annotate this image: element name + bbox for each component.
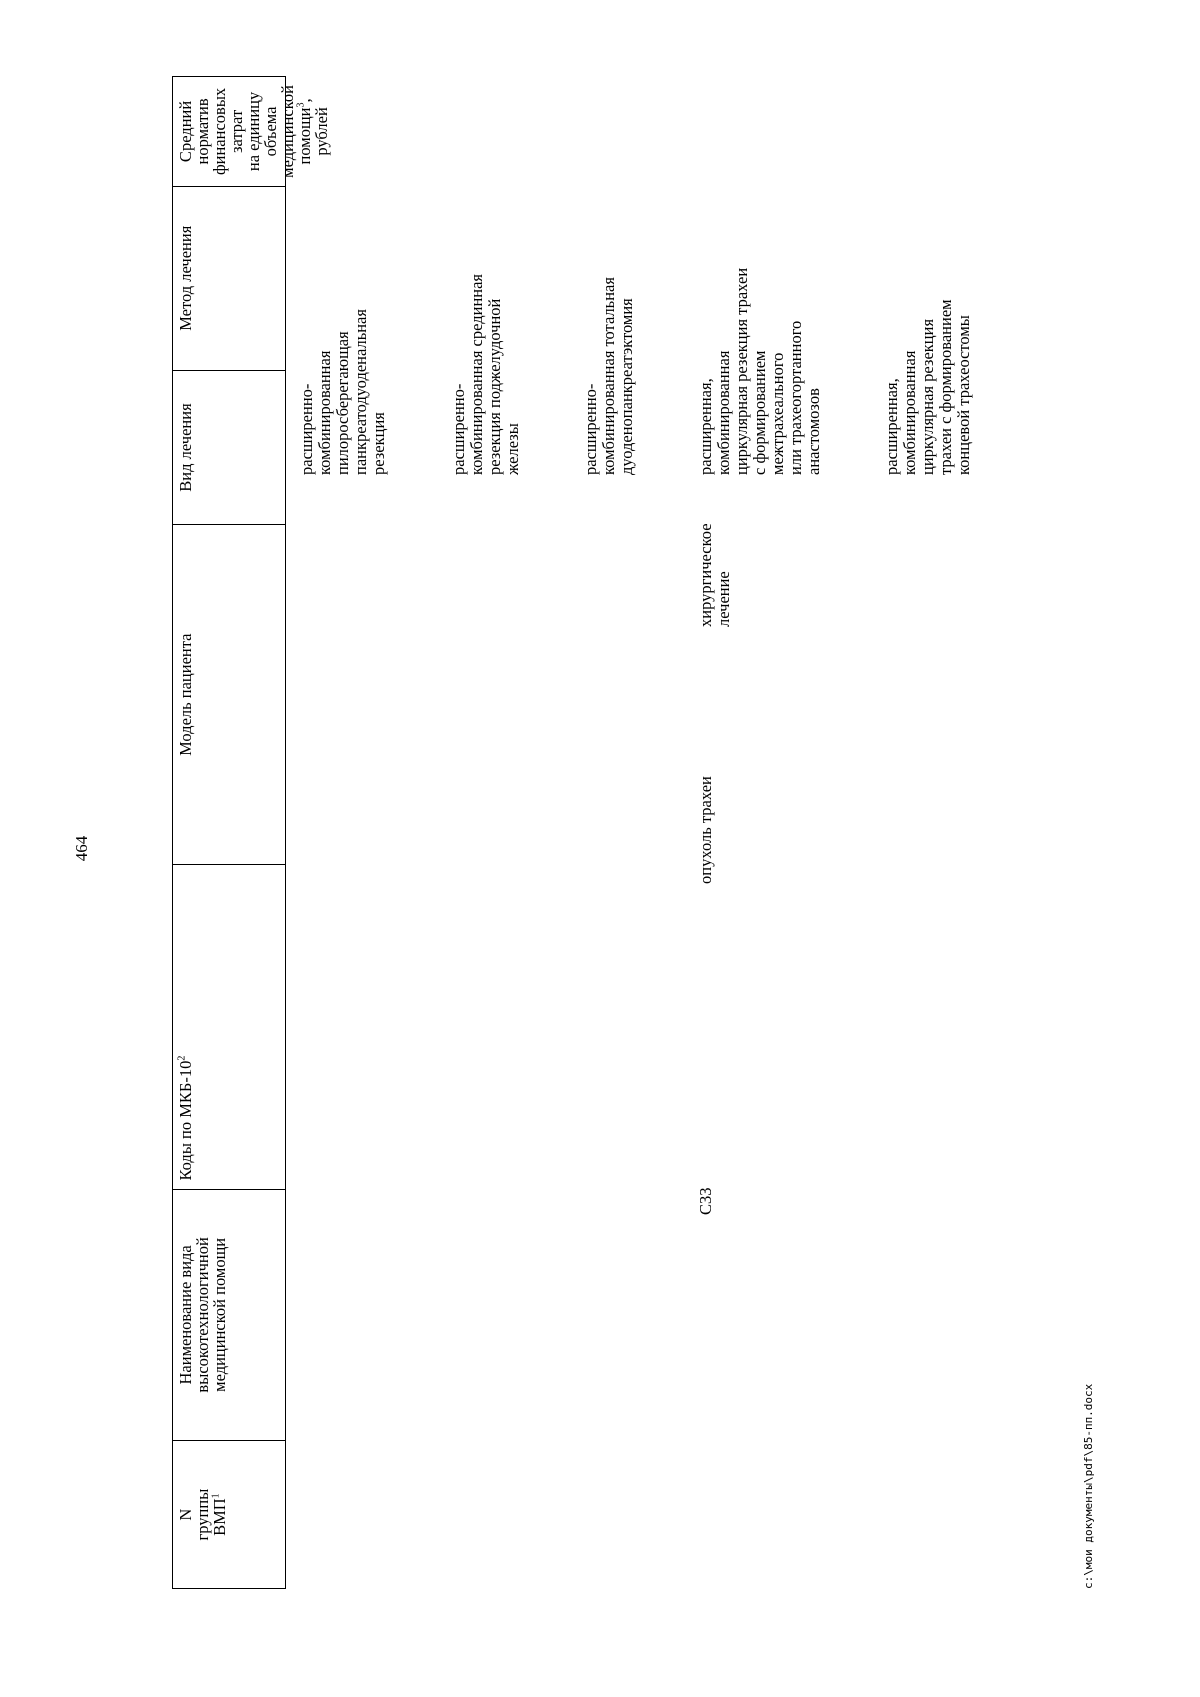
footer-file-path: c:\мои документы\pdf\85-пп.docx <box>1082 1383 1095 1589</box>
method-cell: расширенно- комбинированная тотальная дуоденопанкреатэктомия <box>581 277 636 475</box>
header-patient-model: Модель пациента <box>173 524 285 864</box>
header-average-cost: Средний норматив финансовых затрат на единицу объема медицинской помощи$^3$, рублей <box>176 85 331 178</box>
method-cell: расширенная, комбинированная циркулярная резекция трахеи с формированием межтрахеального или трахеогортанного анастомозов <box>696 267 823 475</box>
table-header <box>172 76 331 1589</box>
header-treatment-type: Вид лечения <box>173 370 285 525</box>
page-number: 464 <box>72 835 91 862</box>
method-cell: расширенно- комбинированная срединная резекция поджелудочной железы <box>449 273 522 475</box>
patient-model-cell: опухоль трахеи <box>696 776 715 884</box>
method-cell: расширенно- комбинированная пилоросберегающая панкреатодуоденальная резекция <box>297 309 388 475</box>
header-treatment-method: Метод лечения <box>173 186 285 370</box>
icd-code-cell: C33 <box>696 1187 715 1215</box>
header-icd-codes: Коды по МКБ-$10^2$ <box>173 864 285 1189</box>
method-cell: расширенная, комбинированная циркулярная резекция трахеи с формированием концевой трахеостомы <box>882 299 973 475</box>
treatment-type-cell: хирургическое лечение <box>696 523 733 627</box>
header-group-number: N группы ВМП$^1$ <box>173 1440 285 1588</box>
header-vmp-name: Наименование вида высокотехнологичной медицинской помощи <box>173 1189 285 1441</box>
